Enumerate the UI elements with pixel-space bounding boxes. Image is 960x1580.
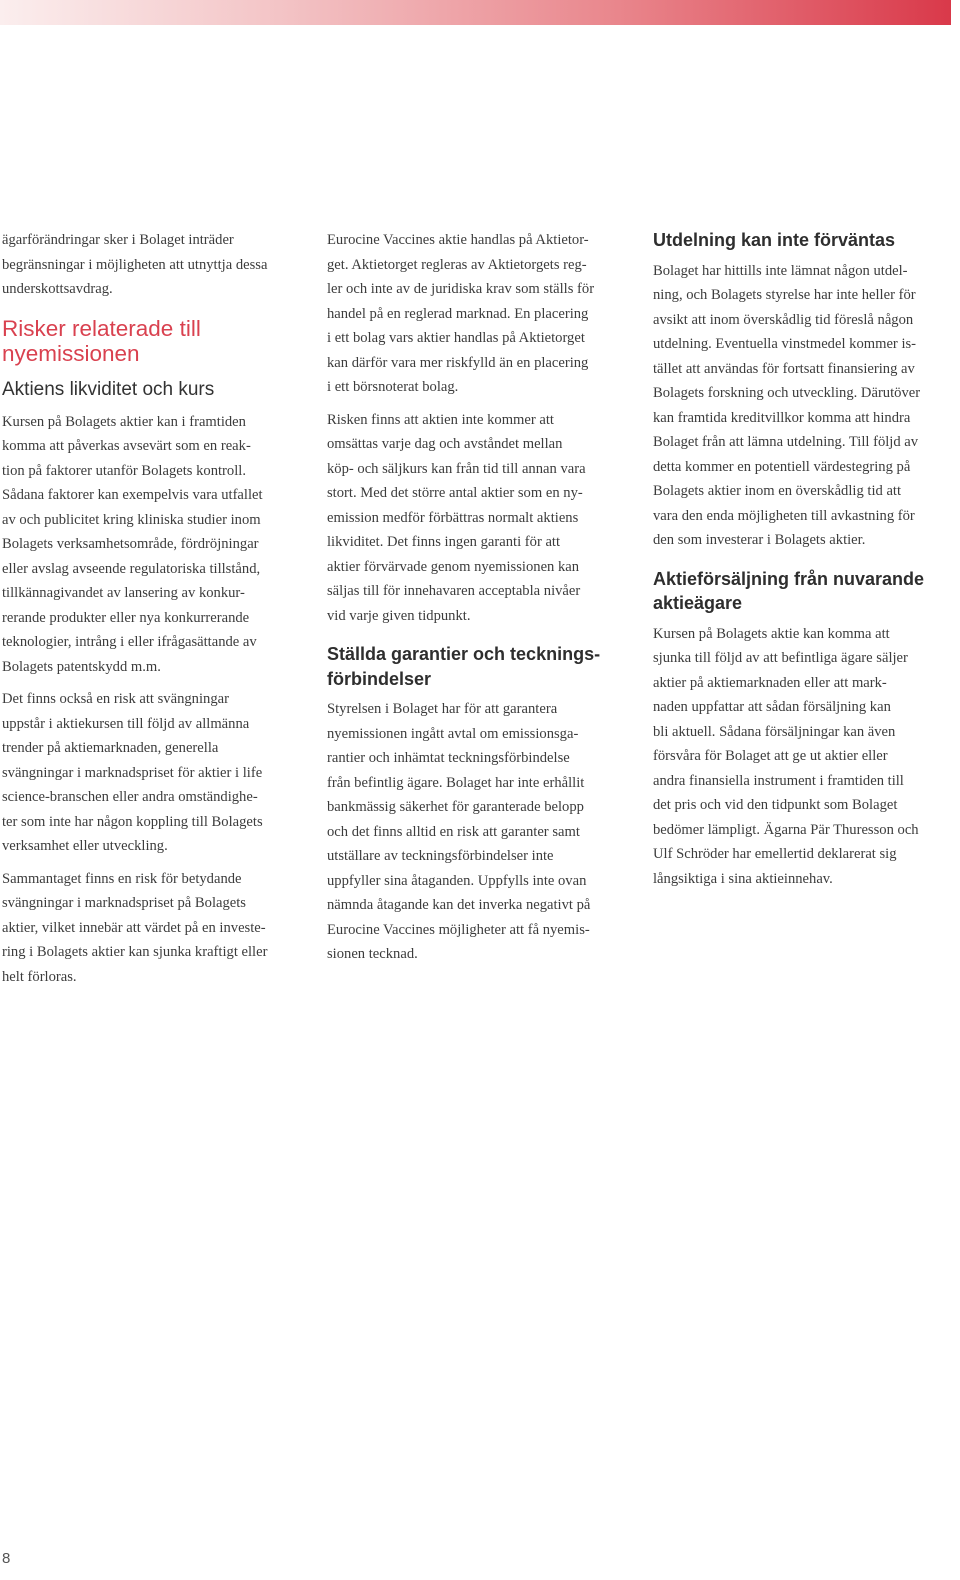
- heading-share-sales: Aktieförsäljning från nuvarande aktieägare: [653, 568, 925, 613]
- column-middle: [327, 228, 627, 975]
- paragraph: Eurocine Vaccines aktie handlas på Aktietor- get. Aktietorget regleras av Aktietorgets reg- ler och inte av de juridiska krav som ställs för handel på en reglerad marknad. En placering i ett bolag vars aktier handlas på Aktietorget kan därför vara mer riskfylld än en placering i ett börsnoterat bolag.: [327, 232, 595, 395]
- heading-guarantees: Ställda garantier och tecknings- förbindelser: [327, 644, 601, 689]
- paragraph: Kursen på Bolagets aktier kan i framtiden komma att påverkas avsevärt som en reak- tion på faktorer utanför Bolagets kontroll. Sådana faktorer kan exempelvis vara utfallet av och publicitet kring kliniska studier inom Bolagets verksamhetsområde, fördröjningar eller avslag avseende regulatoriska tillstånd, tillkännagivandet av lansering av konkur- rerande produkter eller nya konkurrerande teknologier, intrång i eller ifrågasättande av Bolagets patentskydd m.m.: [2, 413, 263, 675]
- paragraph: Sammantaget finns en risk för betydande svängningar i marknadspriset på Bolagets aktier, vilket innebär att värdet på en investe- ring i Bolagets aktier kan sjunka kraftigt eller helt förloras.: [2, 870, 268, 985]
- paragraph: Kursen på Bolagets aktie kan komma att sjunka till följd av att befintliga ägare säljer aktier på aktiemarknaden eller att mark- naden uppfattar att sådan försäljning kan bli aktuell. Sådana försäljningar kan även försvåra för Bolaget att ge ut aktier eller andra finansiella instrument i framtiden till det pris och vid den tidpunkt som Bolaget bedömer lämpligt. Ägarna Pär Thuresson och Ulf Schröder har emellertid deklarerat sig långsiktiga i sina aktieinnehav.: [653, 625, 919, 887]
- column-left: [2, 228, 302, 997]
- intro-paragraph: ägarförändringar sker i Bolaget inträder begränsningar i möjligheten att utnyttja dessa underskottsavdrag.: [2, 232, 268, 297]
- paragraph: Styrelsen i Bolaget har för att garantera nyemissionen ingått avtal om emissionsga- rantier och inhämtat teckningsförbindelse från befintlig ägare. Bolaget har inte erhållit bankmässig säkerhet för garanterade belopp och det finns alltid en risk att garanter samt utställare av teckningsförbindelser inte uppfyller sina åtaganden. Uppfylls inte ovan nämnda åtagande kan det inverka negativt på Eurocine Vaccines möjligheter att få nyemis- sionen tecknad.: [327, 701, 591, 962]
- paragraph: Bolaget har hittills inte lämnat någon utdel- ning, och Bolagets styrelse har inte heller för avsikt att inom överskådlig tid föreslå någon utdelning. Eventuella vinstmedel kommer is- tället att användas för fortsatt finansiering av Bolagets forskning och utveckling. Därutöver kan framtida kreditvillkor komma att hindra Bolaget från att lämna utdelning. Till följd av detta kommer en potentiell värdestegring på Bolagets aktier inom en överskådlig tid att vara den enda möjligheten till avkastning för den som investerar i Bolagets aktier.: [653, 262, 921, 548]
- paragraph: Det finns också en risk att svängningar uppstår i aktiekursen till följd av allmänna trender på aktiemarknaden, generella svängningar i marknadspriset för aktier i life science-branschen eller andra omständighe- ter som inte har någon koppling till Bolagets verksamhet eller utveckling.: [2, 691, 263, 854]
- top-decorative-band: [0, 0, 951, 25]
- section-heading-nyemission-risks: Risker relaterade till nyemissionen: [2, 315, 201, 366]
- subheading-liquidity: Aktiens likviditet och kurs: [2, 378, 215, 400]
- column-right: [653, 228, 955, 899]
- paragraph: Risken finns att aktien inte kommer att omsättas varje dag och avståndet mellan köp- och säljkurs kan från tid till annan vara stort. Med det större antal aktier som en ny- emission medför förbättras normalt aktiens likviditet. Det finns ingen garanti för att aktier förvärvade genom nyemissionen kan säljas till för innehavaren acceptabla nivåer vid varje given tidpunkt.: [327, 411, 586, 624]
- page-number: 8: [2, 1550, 11, 1567]
- heading-dividend: Utdelning kan inte förväntas: [653, 230, 896, 250]
